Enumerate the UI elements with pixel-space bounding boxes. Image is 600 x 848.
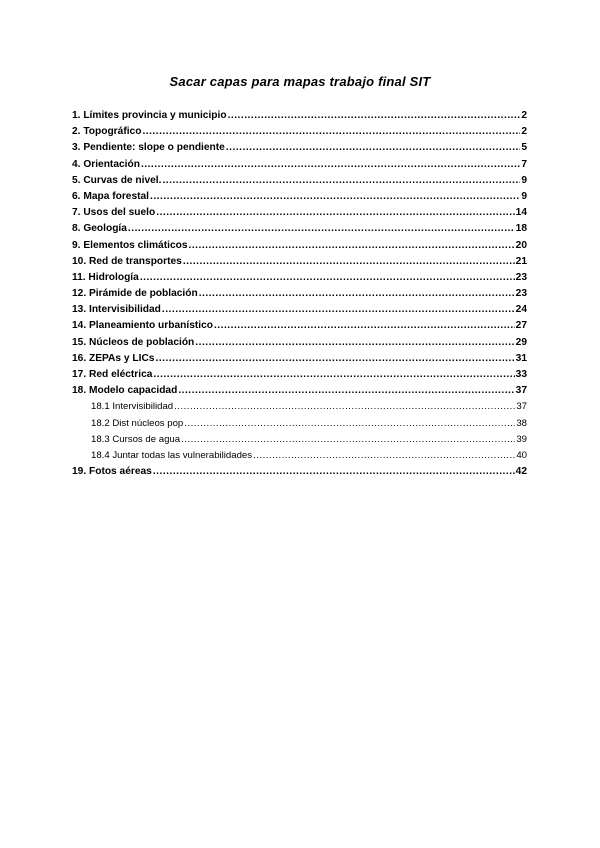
toc-dot-leader (195, 337, 514, 348)
toc-dot-leader (178, 385, 514, 396)
toc-dot-leader (155, 353, 514, 364)
toc-entry[interactable] (72, 304, 527, 320)
document-title: Sacar capas para mapas trabajo final SIT (169, 74, 431, 89)
toc-entry-label: 9. Elementos climáticos (72, 239, 188, 251)
toc-entry[interactable] (72, 272, 527, 288)
toc-subentry[interactable] (72, 434, 527, 450)
toc-entry-label: 17. Red eléctrica (72, 369, 153, 380)
toc-entry-page-number: 20 (515, 239, 527, 251)
toc-dot-leader (156, 207, 514, 218)
toc-entry-page-number: 5 (521, 142, 527, 154)
toc-entry-label: 6. Mapa forestal (72, 190, 149, 202)
toc-entry-label: 7. Usos del suelo (72, 207, 156, 219)
table-of-contents (72, 110, 527, 482)
toc-entry-label: 15. Núcleos de población (72, 336, 195, 348)
toc-entry-label: 18.3 Cursos de agua (91, 433, 181, 445)
toc-dot-leader (128, 223, 515, 234)
toc-entry-page-number: 9 (521, 174, 527, 186)
toc-entry-page-number: 24 (515, 304, 527, 316)
toc-entry[interactable] (72, 320, 527, 336)
toc-dot-leader (153, 369, 514, 380)
toc-entry-label: 16. ZEPAs y LICs (72, 352, 155, 364)
toc-entry-label: 5. Curvas de nivel. (72, 174, 162, 186)
toc-entry-label: 3. Pendiente: slope o pendiente (72, 142, 225, 154)
toc-entry-page-number: 40 (516, 449, 527, 461)
toc-dot-leader (253, 450, 515, 461)
toc-entry-label: 18. Modelo capacidad (72, 385, 178, 397)
toc-entry-label: 4. Orientación (72, 158, 140, 170)
toc-entry[interactable] (72, 288, 527, 304)
toc-dot-leader (181, 434, 515, 445)
toc-subentry[interactable] (72, 401, 527, 417)
toc-entry[interactable] (72, 385, 527, 401)
toc-entry-page-number: 18 (515, 223, 527, 235)
toc-dot-leader (183, 256, 515, 267)
toc-entry[interactable] (72, 337, 527, 353)
toc-dot-leader (150, 191, 520, 202)
toc-entry[interactable] (72, 466, 527, 482)
toc-entry-label: 18.4 Juntar todas las vulnerabilidades (91, 449, 253, 461)
toc-dot-leader (140, 272, 515, 283)
toc-entry-label: 1. Límites provincia y municipio (72, 110, 227, 121)
toc-dot-leader (162, 175, 520, 186)
toc-subentry[interactable] (72, 450, 527, 466)
toc-entry-label: 18.2 Dist núcleos pop (91, 417, 184, 429)
toc-dot-leader (214, 320, 515, 331)
toc-entry-label: 12. Pirámide de población (72, 288, 198, 300)
toc-entry[interactable] (72, 369, 527, 385)
toc-entry-page-number: 42 (515, 466, 527, 478)
toc-entry-page-number: 21 (515, 255, 527, 267)
toc-subentry[interactable] (72, 418, 527, 434)
toc-entry[interactable] (72, 207, 527, 223)
toc-entry-page-number: 2 (521, 110, 527, 121)
toc-entry[interactable] (72, 110, 527, 126)
toc-entry-page-number: 33 (515, 369, 527, 380)
toc-entry[interactable] (72, 159, 527, 175)
toc-entry-page-number: 27 (515, 320, 527, 332)
toc-dot-leader (174, 401, 515, 412)
toc-entry-page-number: 29 (515, 336, 527, 348)
toc-entry-page-number: 23 (515, 271, 527, 283)
toc-entry-page-number: 37 (515, 385, 527, 397)
toc-entry-page-number: 2 (521, 126, 527, 138)
toc-entry-page-number: 31 (515, 352, 527, 364)
toc-entry-label: 2. Topográfico (72, 126, 142, 138)
toc-entry[interactable] (72, 353, 527, 369)
toc-dot-leader (142, 126, 520, 137)
toc-dot-leader (162, 304, 515, 315)
toc-dot-leader (228, 110, 521, 121)
toc-dot-leader (141, 159, 520, 170)
toc-entry[interactable] (72, 126, 527, 142)
toc-entry-page-number: 23 (515, 288, 527, 300)
toc-entry[interactable] (72, 175, 527, 191)
toc-entry[interactable] (72, 256, 527, 272)
toc-entry-label: 19. Fotos aéreas (72, 466, 152, 478)
toc-entry[interactable] (72, 142, 527, 158)
toc-entry-page-number: 9 (521, 190, 527, 202)
toc-entry-page-number: 37 (516, 401, 527, 413)
toc-entry-page-number: 38 (516, 417, 527, 429)
toc-entry-page-number: 7 (521, 158, 527, 170)
toc-entry-label: 11. Hidrología (72, 271, 139, 283)
toc-dot-leader (199, 288, 515, 299)
toc-entry[interactable] (72, 191, 527, 207)
toc-dot-leader (189, 240, 515, 251)
toc-entry[interactable] (72, 223, 527, 239)
toc-entry-label: 10. Red de transportes (72, 255, 182, 267)
toc-entry[interactable] (72, 240, 527, 256)
toc-entry-label: 13. Intervisibilidad (72, 304, 161, 316)
toc-dot-leader (184, 418, 515, 429)
toc-entry-page-number: 39 (516, 433, 527, 445)
toc-entry-page-number: 14 (515, 207, 527, 219)
toc-dot-leader (153, 466, 515, 477)
toc-entry-label: 14. Planeamiento urbanístico (72, 320, 213, 332)
toc-dot-leader (226, 142, 520, 153)
toc-entry-label: 18.1 Intervisibilidad (91, 401, 174, 413)
toc-entry-label: 8. Geología (72, 223, 127, 235)
